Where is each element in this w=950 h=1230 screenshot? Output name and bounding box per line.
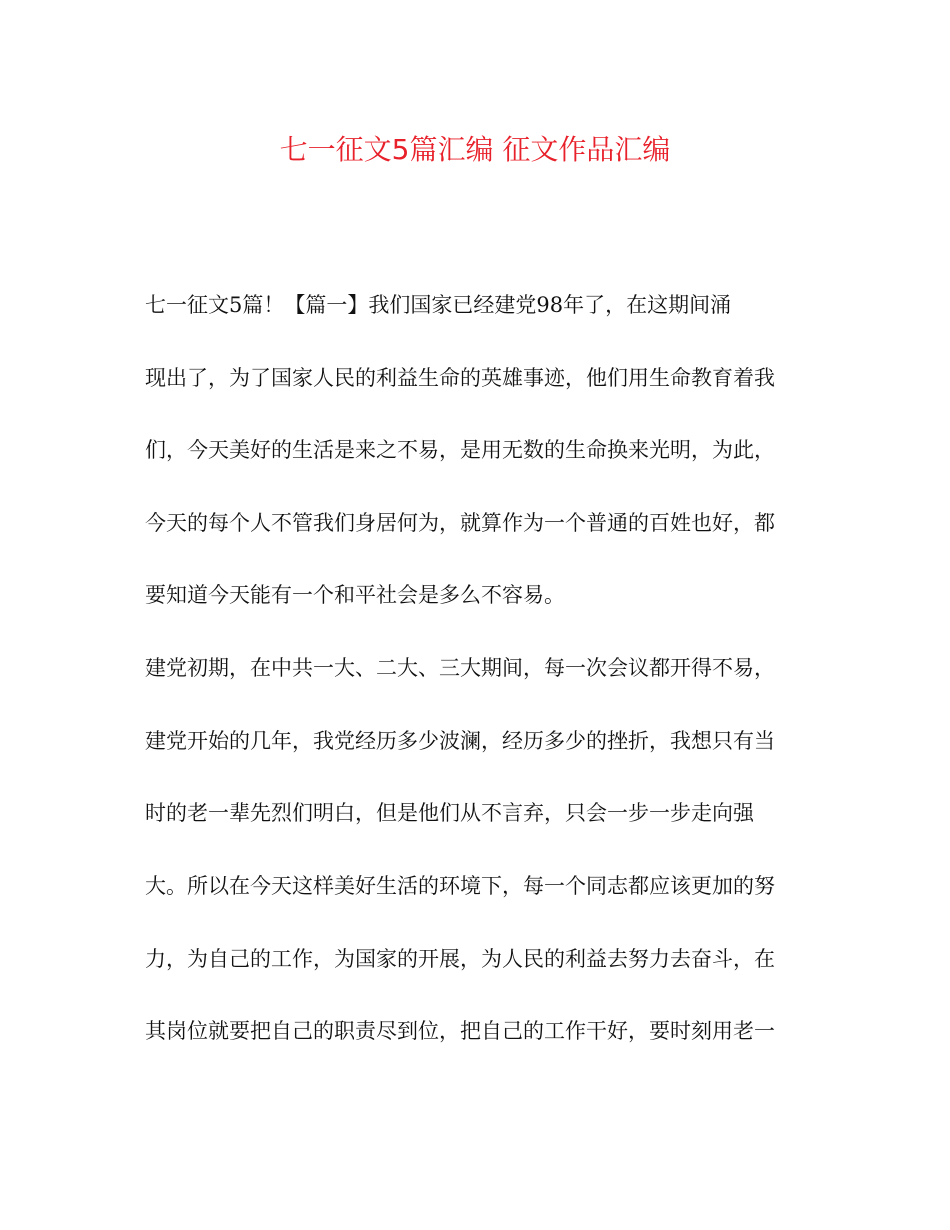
paragraph-line: 大。所以在今天这样美好生活的环境下，每一个同志都应该更加的努 <box>145 874 775 898</box>
paragraph-line: 建党开始的几年，我党经历多少波澜，经历多少的挫折，我想只有当 <box>145 729 775 753</box>
paragraph-line: 其岗位就要把自己的职责尽到位，把自己的工作干好，要时刻用老一 <box>145 1019 775 1043</box>
paragraph-line: 现出了，为了国家人民的利益生命的英雄事迹，他们用生命教育着我 <box>145 366 775 390</box>
document-title: 七一征文5篇汇编 征文作品汇编 <box>279 133 671 166</box>
paragraph-line: 七一征文5篇！【篇一】我们国家已经建党98年了，在这期间涌 <box>145 293 732 317</box>
paragraph-line: 时的老一辈先烈们明白，但是他们从不言弃，只会一步一步走向强 <box>145 801 754 825</box>
paragraph-line: 力，为自己的工作，为国家的开展，为人民的利益去努力去奋斗，在 <box>145 947 775 971</box>
paragraph-line: 建党初期，在中共一大、二大、三大期间，每一次会议都开得不易， <box>145 656 775 680</box>
paragraph-line: 今天的每个人不管我们身居何为，就算作为一个普通的百姓也好，都 <box>145 511 775 535</box>
paragraph-line: 们，今天美好的生活是来之不易，是用无数的生命换来光明，为此， <box>145 438 775 462</box>
paragraph-line: 要知道今天能有一个和平社会是多么不容易。 <box>145 583 565 607</box>
